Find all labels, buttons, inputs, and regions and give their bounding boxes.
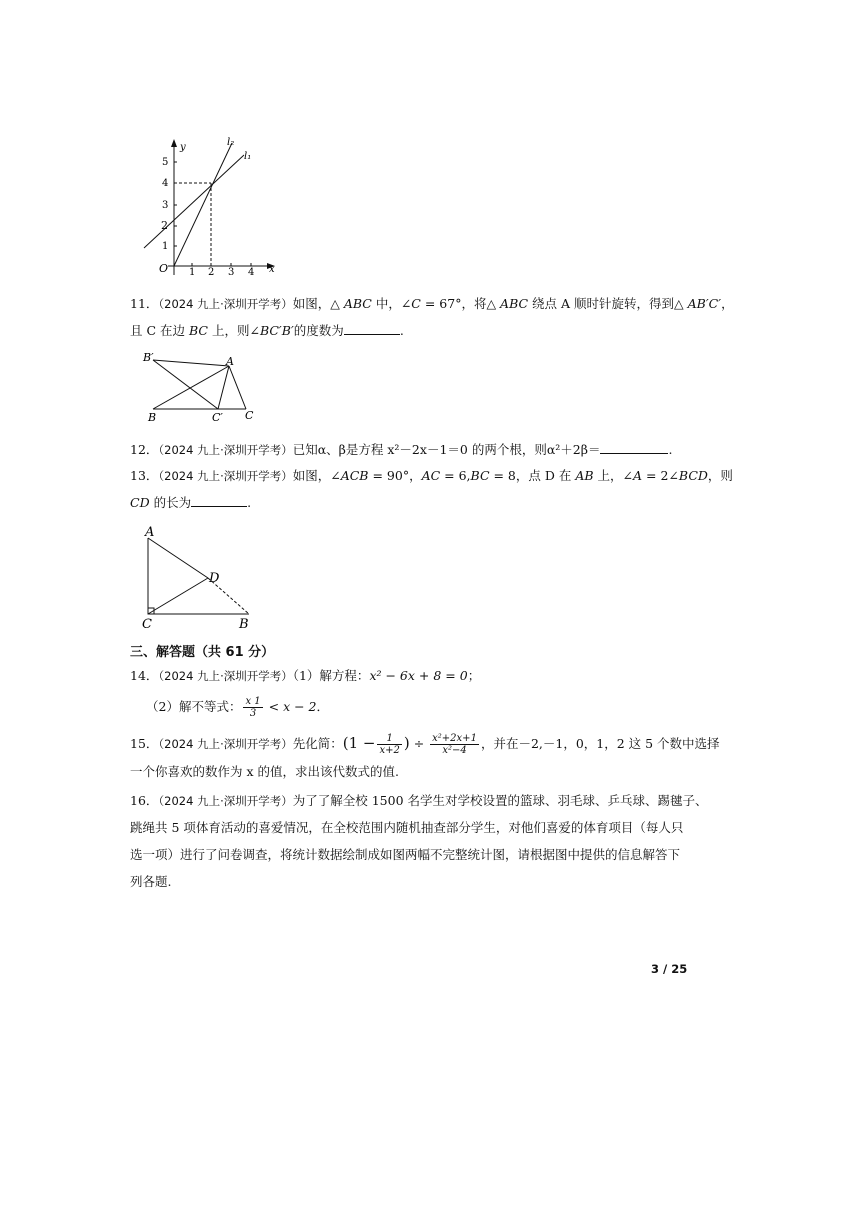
x-tick-label: 1 xyxy=(189,267,196,278)
fraction: $\frac{\text{x²+2x+1}}{\text{x²−4}}$ xyxy=(432,733,477,756)
vertex-b: B xyxy=(148,411,157,424)
question-16-line-3: 选一项）进行了问卷调查，将统计数据绘制成如图两幅不完整统计图，请根据图中提供的信息解答下 xyxy=(130,847,681,862)
vertex-a: A xyxy=(226,355,234,368)
question-11-line-1: 11．（2024 九上·深圳开学考）如图，△ ABC 中，∠C = 67°，将△ ABC 绕点 A 顺时针旋转，得到△ AB′C′， xyxy=(130,296,734,311)
right-triangle-figure xyxy=(138,522,263,632)
vertex-a: A xyxy=(145,525,155,540)
line-graph-figure xyxy=(138,135,288,285)
answer-blank[interactable] xyxy=(344,322,400,335)
vertex-d: D xyxy=(209,571,220,586)
question-12: 12．（2024 九上·深圳开学考）已知α、β是方程 x²－2x－1＝0 的两个根，则α²＋2β＝ . xyxy=(130,442,673,457)
question-15-line-2: 一个你喜欢的数作为 x 的值，求出该代数式的值. xyxy=(130,764,399,779)
x-tick-label: 3 xyxy=(228,267,235,278)
rotation-triangle-figure xyxy=(140,350,265,425)
y-tick-label: 2 xyxy=(161,219,168,232)
line-l1-label: l₁ xyxy=(244,151,252,162)
y-tick-label: 4 xyxy=(162,178,169,189)
vertex-c: C xyxy=(142,617,152,632)
section-heading: 三、解答题（共 61 分） xyxy=(130,645,275,660)
fraction: $\frac{x 1}{3}$ xyxy=(245,696,261,719)
page-number: 3 / 25 xyxy=(651,962,688,976)
vertex-b-prime: B′ xyxy=(143,351,154,364)
question-16-line-4: 列各题. xyxy=(130,874,172,889)
line-l2-label: l₂ xyxy=(227,137,235,148)
question-13-line-2: CD 的长为 . xyxy=(130,495,252,510)
x-tick-label: 2 xyxy=(208,267,215,278)
y-axis-label: y xyxy=(180,142,186,153)
line-l2 xyxy=(174,143,232,266)
vertex-b: B xyxy=(239,617,249,632)
y-axis-arrow xyxy=(171,139,177,147)
question-11-line-2: 且 C 在边 BC 上，则∠BC′B′的度数为 . xyxy=(130,323,404,338)
question-16-line-1: 16．（2024 九上·深圳开学考）为了了解全校 1500 名学生对学校设置的篮球、羽毛球、乒乓球、踢毽子、 xyxy=(130,793,708,808)
question-14-line-2: （2）解不等式： $\frac{x 1}{3}$ < x − 2． xyxy=(146,696,330,719)
y-tick-label: 5 xyxy=(162,157,169,168)
y-tick-label: 3 xyxy=(162,200,169,211)
line-l1 xyxy=(144,155,244,248)
y-tick-label: 1 xyxy=(162,241,169,252)
question-13-line-1: 13．（2024 九上·深圳开学考）如图，∠ACB = 90°，AC = 6,BC = 8，点 D 在 AB 上，∠A = 2∠BCD，则 xyxy=(130,468,733,483)
vertex-c: C xyxy=(245,409,254,422)
question-15-line-1: 15．（2024 九上·深圳开学考）先化简：(1 − $\frac{1}{x+2}$ ) ÷ $\frac{\text{x²+2x+1}}{\text{x²−4}}$ ，并在－2,－1，0，1，2 这 5 个数中选择 xyxy=(130,733,720,756)
answer-blank[interactable] xyxy=(600,441,668,454)
vertex-c-prime: C′ xyxy=(212,411,223,424)
question-16-line-2: 跳绳共 5 项体育活动的喜爱情况，在全校范围内随机抽查部分学生，对他们喜爱的体育项目（每人只 xyxy=(130,820,684,835)
origin-label: O xyxy=(159,262,169,275)
question-14-line-1: 14．（2024 九上·深圳开学考）（1）解方程：x² − 6x + 8 = 0； xyxy=(130,668,481,683)
fraction: $\frac{1}{x+2}$ xyxy=(379,733,400,756)
x-tick-label: 4 xyxy=(248,267,255,278)
answer-blank[interactable] xyxy=(191,494,247,507)
x-axis-label: x xyxy=(269,264,275,275)
